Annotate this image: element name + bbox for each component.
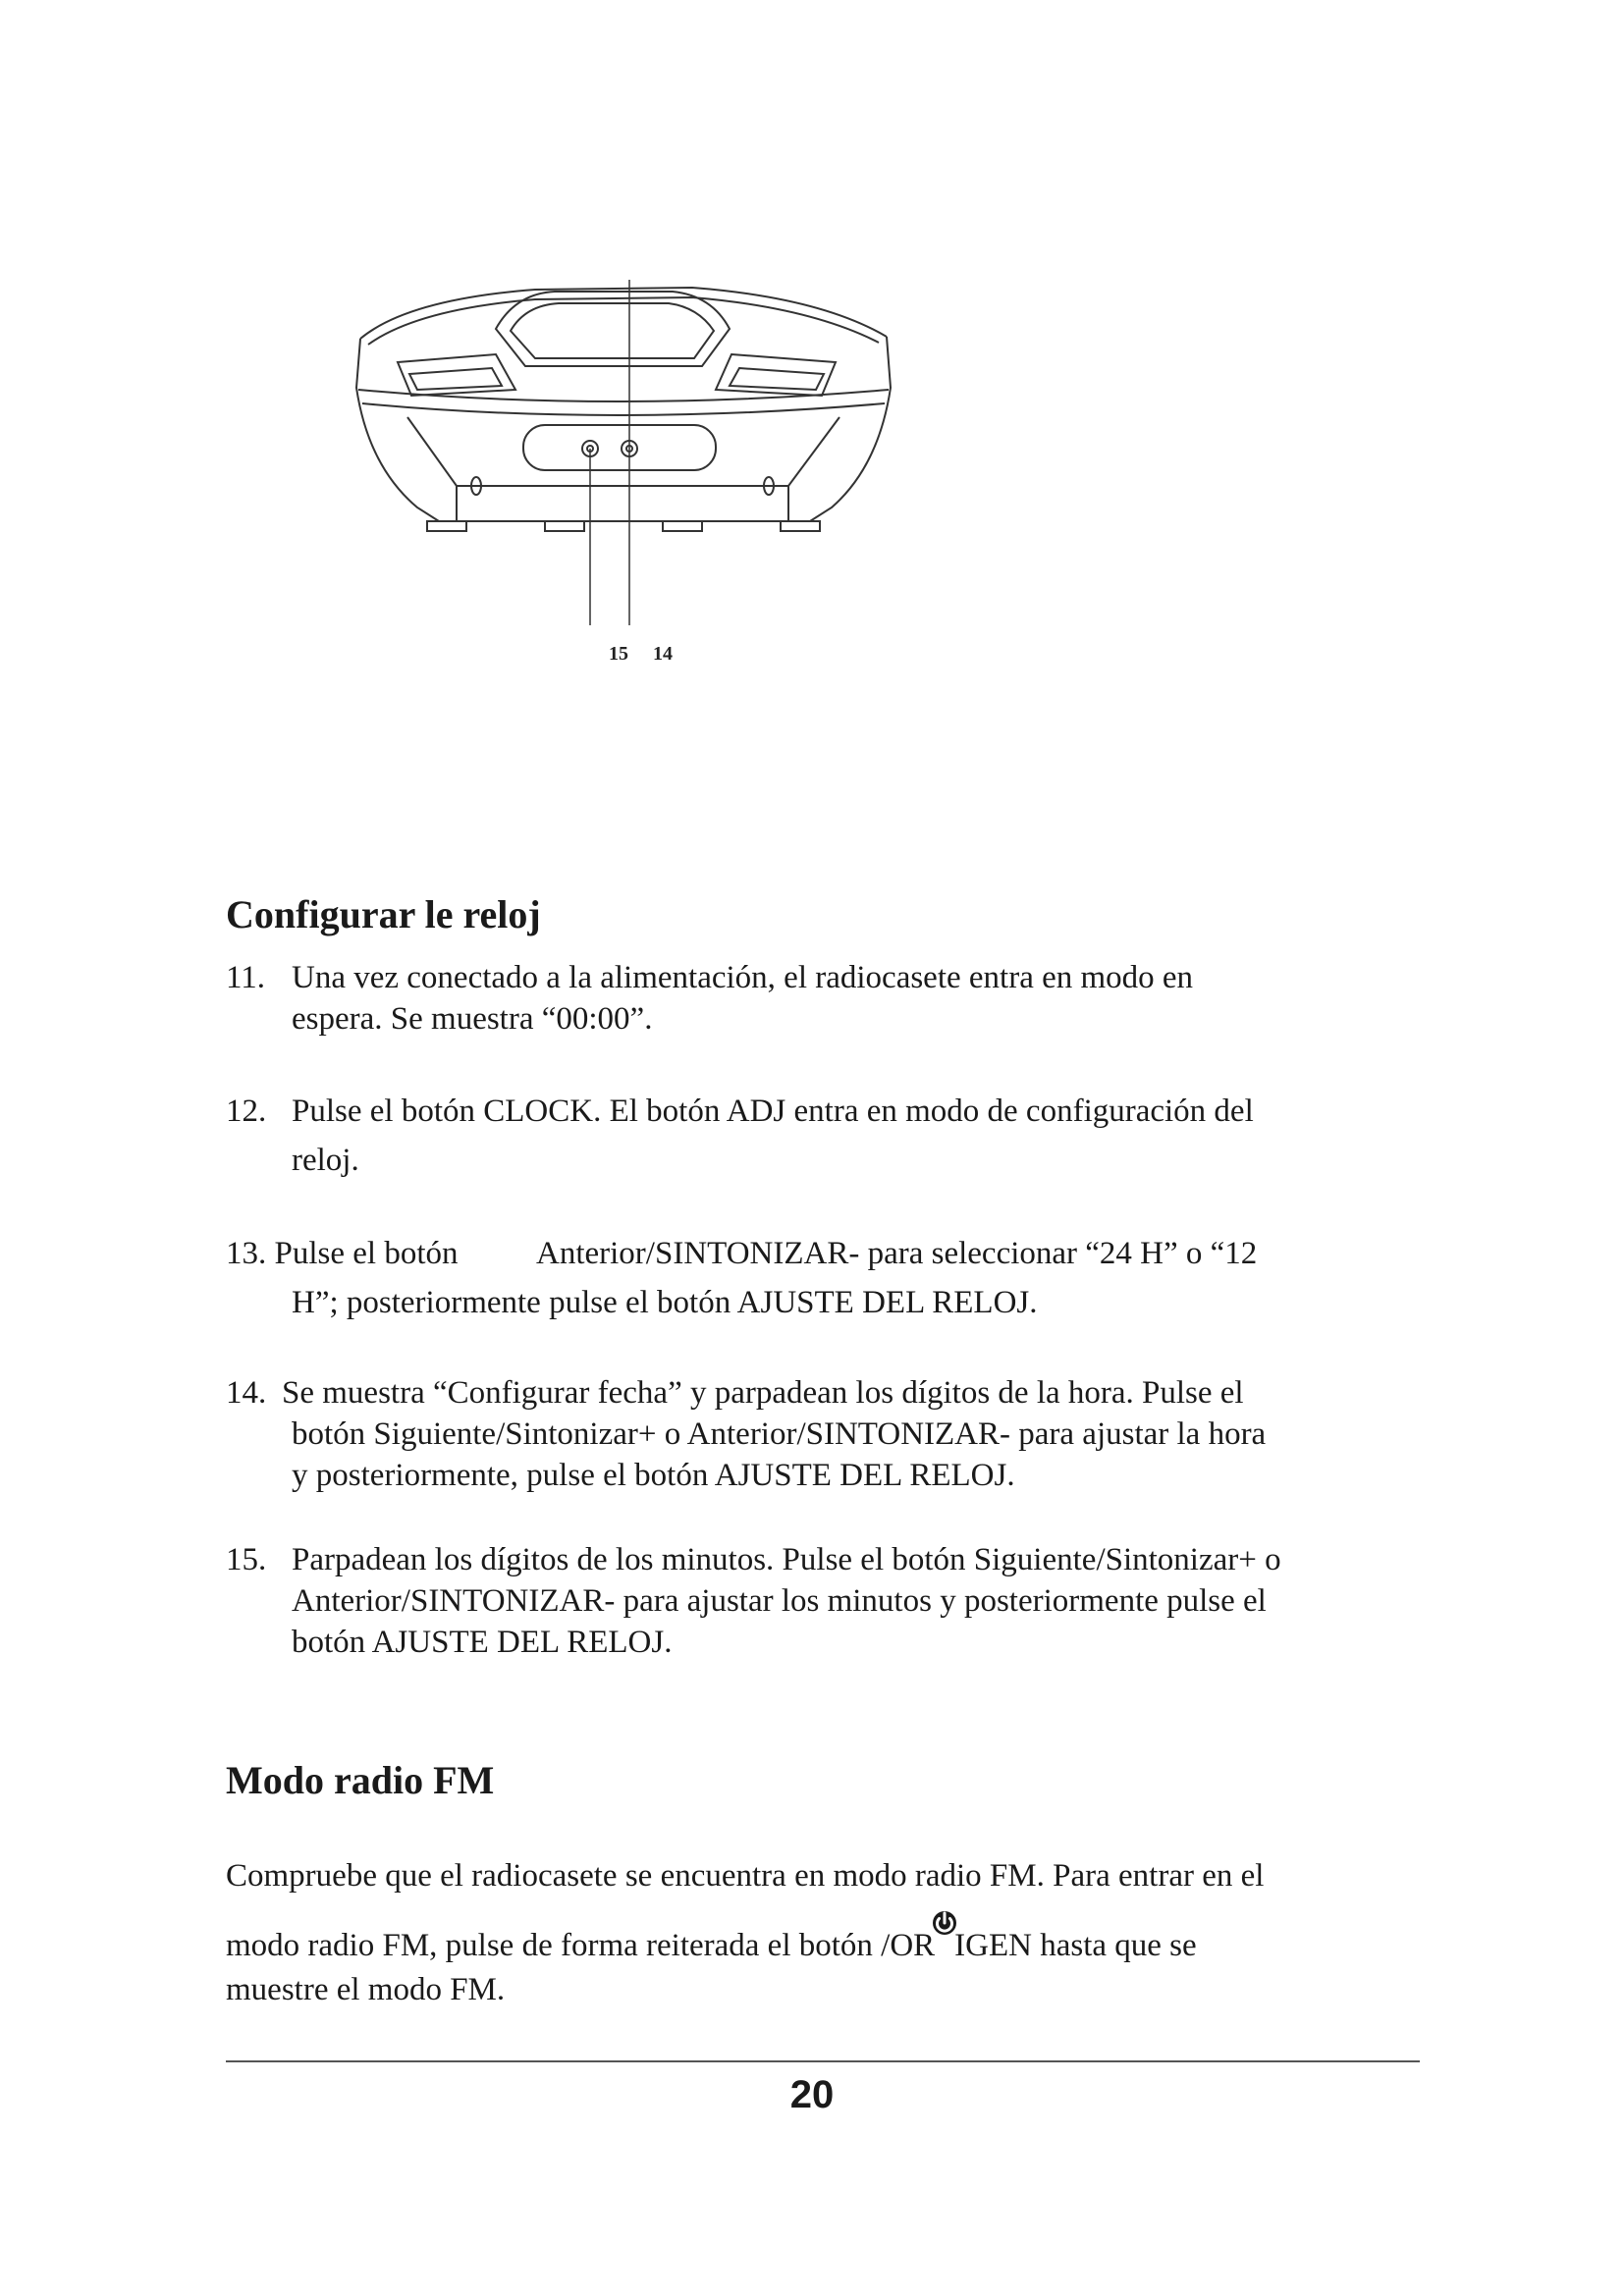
page-number: 20 <box>789 2073 835 2116</box>
item-line: botón AJUSTE DEL RELOJ. <box>292 1625 673 1660</box>
section-title-clock: Configurar le reloj <box>226 892 541 936</box>
fm-line-3: muestre el modo FM. <box>226 1972 506 2007</box>
fm-paragraph <box>226 1854 1424 1897</box>
power-icon <box>929 1932 960 1961</box>
fm-line-1: Compruebe que el radiocasete se encuentra en modo radio FM. Para entrar en el <box>226 1858 1265 1894</box>
item-line: Se muestra “Configurar fecha” y parpadean los dígitos de la hora. Pulse el <box>282 1375 1244 1411</box>
item-number: 14. <box>226 1375 267 1411</box>
item-number: 13. Pulse el botón <box>226 1236 459 1271</box>
item-line: y posteriormente, pulse el botón AJUSTE DEL RELOJ. <box>292 1458 1015 1493</box>
item-number: 12. <box>226 1094 267 1129</box>
item-line: reloj. <box>292 1143 359 1178</box>
callout-15: 15 <box>609 643 628 665</box>
item-number: 11. <box>226 960 266 995</box>
item-line: Una vez conectado a la alimentación, el radiocasete entra en modo en <box>292 960 1194 995</box>
item-line: H”; posteriormente pulse el botón AJUSTE DEL RELOJ. <box>292 1285 1038 1320</box>
item-line: botón Siguiente/Sintonizar+ o Anterior/SINTONIZAR- para ajustar la hora <box>292 1416 1267 1452</box>
item-line: Anterior/SINTONIZAR- para seleccionar “24 H” o “12 <box>536 1236 1258 1271</box>
item-line: Pulse el botón CLOCK. El botón ADJ entra en modo de configuración del <box>292 1094 1254 1129</box>
item-line: Parpadean los dígitos de los minutos. Pulse el botón Siguiente/Sintonizar+ o <box>292 1542 1281 1577</box>
fm-line-2b: IGEN hasta que se <box>954 1928 1197 1963</box>
callout-14: 14 <box>653 643 673 665</box>
fm-line-2a: modo radio FM, pulse de forma reiterada el botón /OR <box>226 1928 936 1963</box>
fm-paragraph-3 <box>226 1968 1424 2011</box>
fm-paragraph-2 <box>226 1924 1424 1967</box>
item-line: espera. Se muestra “00:00”. <box>292 1001 653 1037</box>
boombox-rear-illustration <box>349 280 898 682</box>
section-title-fm: Modo radio FM <box>226 1758 495 1802</box>
footer-divider <box>226 2060 1420 2062</box>
item-number: 15. <box>226 1542 267 1577</box>
item-line: Anterior/SINTONIZAR- para ajustar los minutos y posteriormente pulse el <box>292 1583 1267 1619</box>
